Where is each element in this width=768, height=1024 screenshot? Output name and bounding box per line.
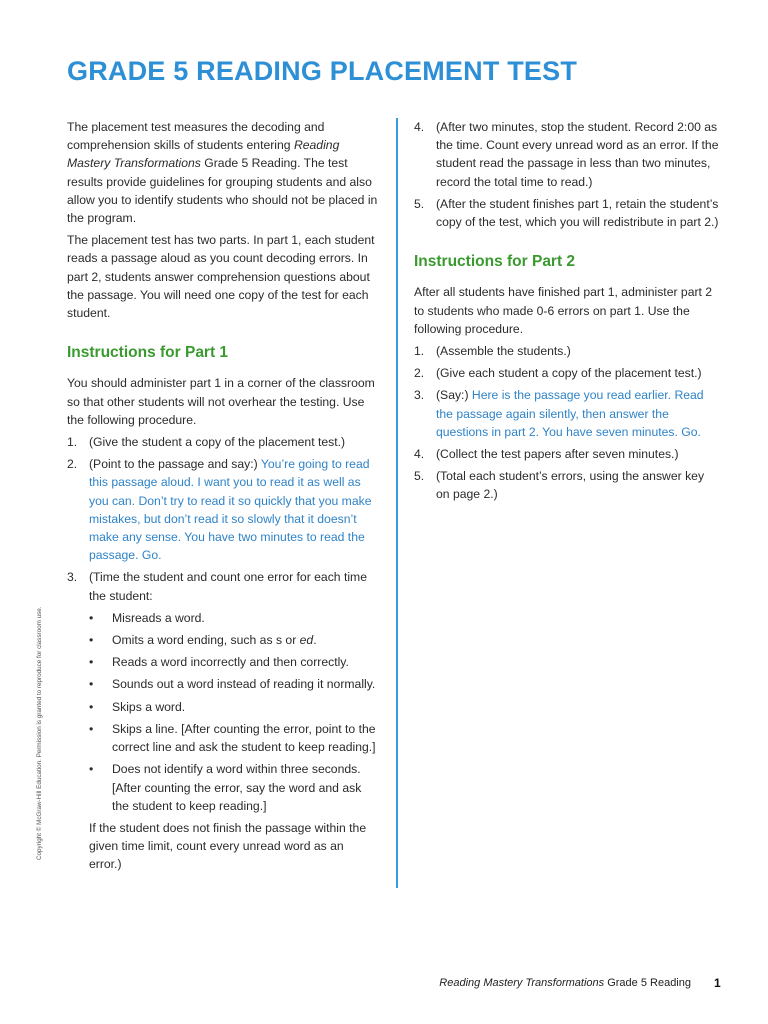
step-number: 4. [414, 120, 425, 134]
bullet-icon: • [89, 633, 94, 648]
intro-text: The placement test measures the decoding and comprehension skills of students entering [67, 120, 325, 153]
bullet-text: Sounds out a word instead of reading it normally. [112, 677, 376, 692]
step-number: 4. [414, 447, 425, 462]
list-item [414, 445, 719, 463]
step-number: 1. [67, 435, 78, 450]
intro-paragraph-2: The placement test has two parts. In part 1, each student reads a passage aloud as you count decoding errors. In part 2, students answer comprehension questions about the passage. You will need one copy of the test for each student. [67, 233, 375, 321]
step-number: 5. [414, 469, 425, 484]
bullet-text: Omits a word ending, such as [112, 633, 276, 648]
step-text: (Total each student’s errors, using the answer key on page 2.) [436, 469, 705, 502]
part2-intro: After all students have finished part 1, administer part 2 to students who made 0-6 errors on part 1. Use the following procedure. [414, 285, 713, 336]
copyright-note: Copyright © McGraw-Hill Education. Permission is granted to reproduce for classroom use. [36, 606, 43, 860]
list-item [414, 364, 719, 382]
bullet-text: Misreads a word. [112, 610, 205, 625]
page-title: GRADE 5 READING PLACEMENT TEST [67, 56, 578, 86]
left-column [67, 118, 379, 878]
list-item [89, 698, 379, 716]
step-text: (Give each student a copy of the placement test.) [436, 366, 702, 381]
part1-steps-continued [414, 118, 719, 231]
bullet-text: Skips a word. [112, 699, 186, 714]
list-item [414, 118, 719, 191]
intro-paragraph-1 [67, 118, 379, 227]
footer-program-name: Reading Mastery Transformations [439, 977, 605, 989]
bullet-icon: • [89, 677, 94, 692]
list-item [414, 195, 719, 231]
bullet-text: Does not identify a word within three seconds. [After counting the error, say the word and ask the student to keep reading.] [112, 762, 362, 813]
step-number: 2. [67, 457, 78, 472]
bullet-text: . [313, 633, 317, 648]
list-item [89, 653, 379, 671]
step-number: 3. [67, 570, 78, 585]
intro-text: Grade 5 Reading. The test results provide guidelines for grouping students and also allow you to identify students who should not be placed in the program. [67, 156, 378, 226]
part2-steps [414, 342, 719, 504]
list-item [67, 455, 379, 564]
bullet-text: Reads a word incorrectly and then correctly. [112, 655, 349, 670]
part1-heading: Instructions for Part 1 [67, 344, 229, 362]
bullet-text: ed [299, 633, 314, 648]
bullet-icon: • [89, 762, 94, 777]
list-item [67, 568, 379, 873]
bullet-icon: • [89, 610, 94, 625]
list-item [414, 467, 719, 503]
teacher-script: Here is the passage you read earlier. Read the passage again silently, then answer the questions in part 2. You have seven minutes. Go. [436, 388, 704, 439]
error-types-list [89, 609, 379, 815]
step-text: (After the student finishes part 1, retain the student’s copy of the test, which you will redistribute in part 2.) [436, 196, 719, 230]
list-item [89, 760, 379, 815]
list-item [67, 433, 379, 451]
part1-steps [67, 433, 379, 873]
bullet-icon: • [89, 699, 94, 714]
bullet-text: s [275, 633, 283, 648]
step-text: (After two minutes, stop the student. Record 2:00 as the time. Count every unread word as an error. If the student read the passage in less than two minutes, record the total time to read.) [436, 120, 719, 189]
right-column [414, 118, 719, 508]
part2-heading: Instructions for Part 2 [414, 253, 576, 271]
footer-title [439, 977, 691, 989]
program-name: Reading Mastery Transformations [67, 138, 340, 171]
bullet-text: or [282, 633, 300, 648]
step-number: 3. [414, 388, 425, 403]
step-text: (Point to the passage and say:) [89, 457, 261, 472]
step-text: (Assemble the students.) [436, 344, 571, 359]
step-text: (Collect the test papers after seven minutes.) [436, 447, 679, 462]
bullet-icon: • [89, 655, 94, 670]
list-item [89, 720, 379, 756]
teacher-script: You’re going to read this passage aloud. I want you to read it as well as you can. Don’t try to read it so quickly that you make mistakes, but don’t read it so slowly that it doesn’t make any sense. You have two minutes to read the passage. Go. [89, 457, 372, 563]
list-item [89, 631, 379, 649]
list-item [414, 342, 719, 360]
column-divider [396, 118, 398, 888]
step-text: (Give the student a copy of the placement test.) [89, 435, 346, 450]
time-limit-note: If the student does not finish the passage within the given time limit, count every unread word as an error.) [89, 820, 367, 872]
part1-intro: You should administer part 1 in a corner of the classroom so that other students will not overhear the testing. Use the following procedure. [67, 376, 375, 427]
step-text: (Time the student and count one error for each time the student: [89, 570, 367, 603]
bullet-icon: • [89, 721, 94, 736]
step-number: 5. [414, 196, 425, 211]
bullet-text: Skips a line. [After counting the error, point to the correct line and ask the student to keep reading.] [112, 721, 376, 755]
step-text: (Say:) [436, 388, 472, 403]
step-number: 1. [414, 344, 425, 359]
list-item [89, 675, 379, 693]
page-number: 1 [714, 976, 721, 990]
list-item [89, 609, 379, 627]
footer-grade: Grade 5 Reading [604, 977, 691, 989]
list-item [414, 386, 719, 441]
step-number: 2. [414, 366, 425, 381]
